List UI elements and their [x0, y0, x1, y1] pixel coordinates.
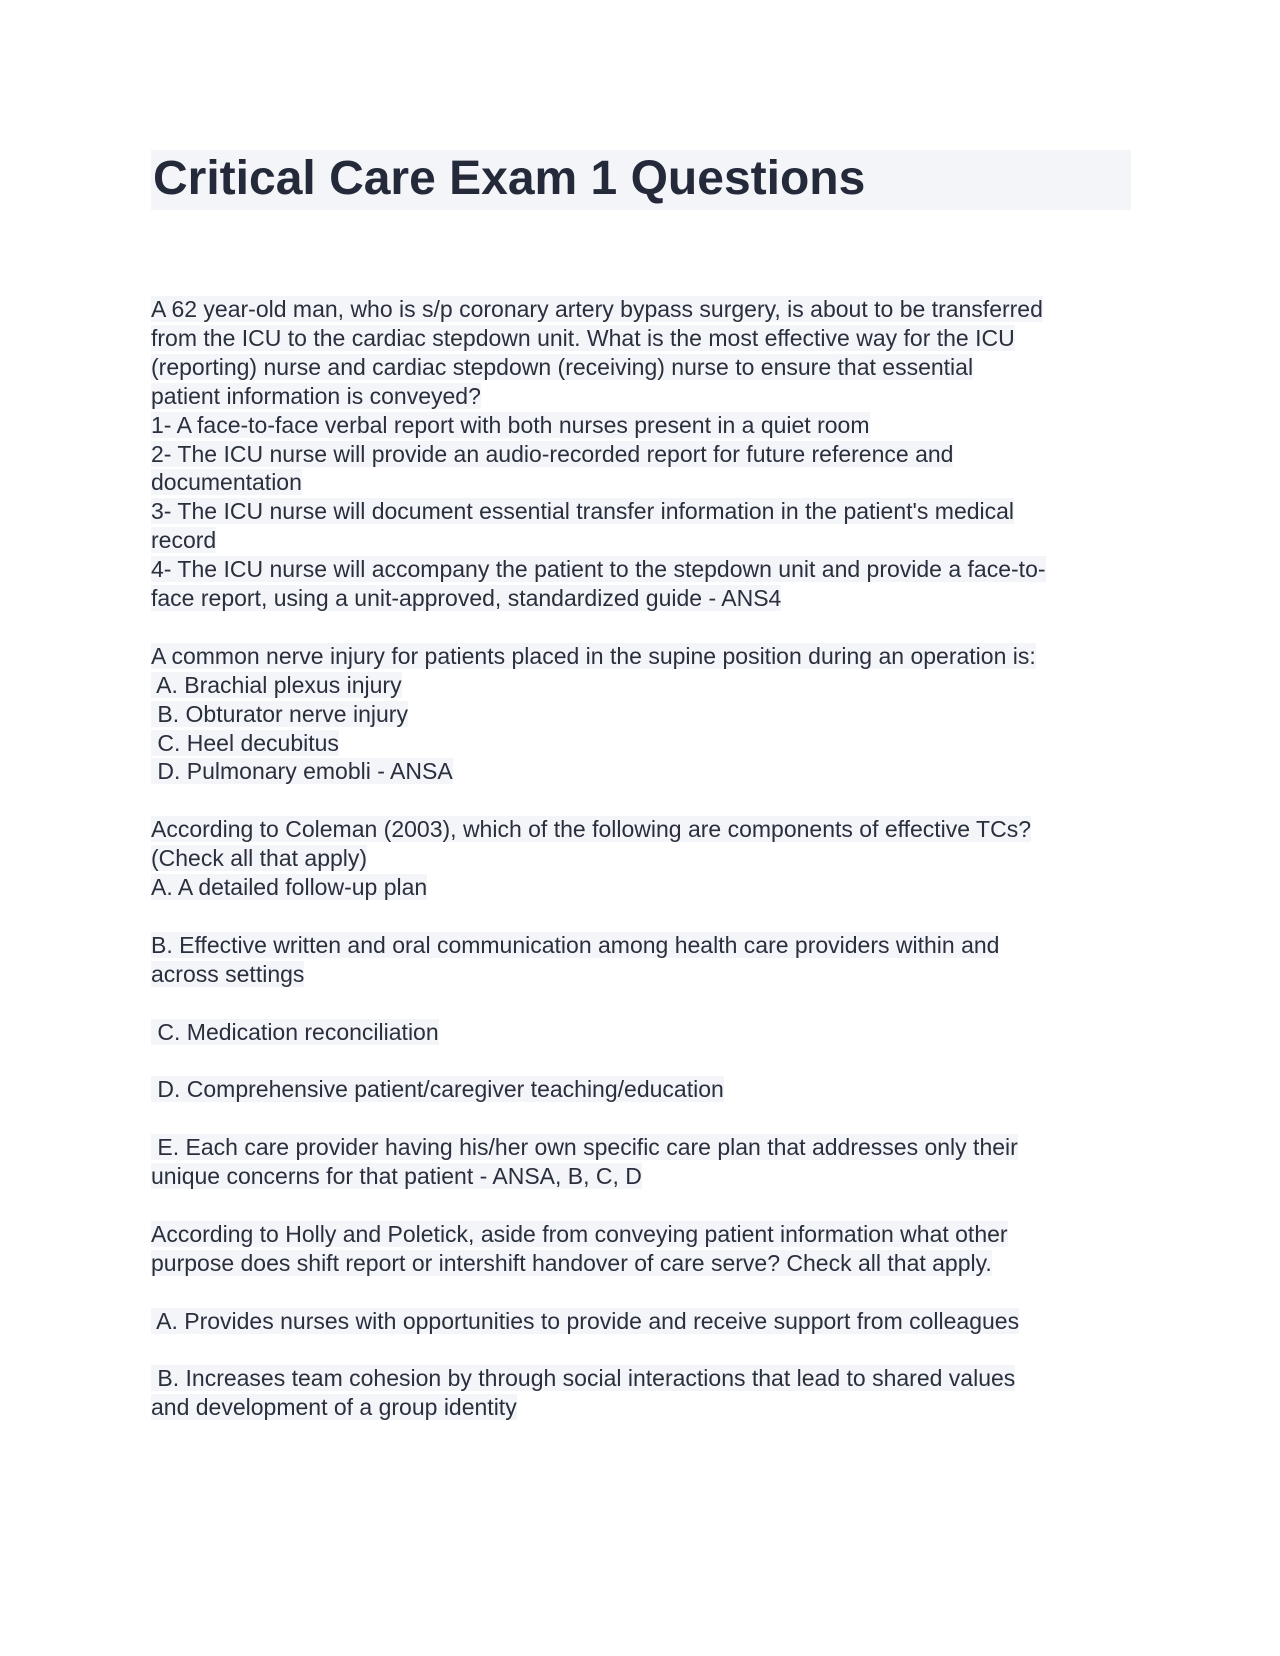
text-line	[151, 295, 1131, 324]
text-line	[151, 931, 1131, 960]
text-line	[151, 468, 1131, 497]
text-line-content: D. Pulmonary emobli - ANSA	[151, 758, 453, 785]
text-line	[151, 1249, 1131, 1278]
text-line	[151, 844, 1131, 873]
text-line	[151, 324, 1131, 353]
text-line-content: and development of a group identity	[151, 1394, 517, 1421]
text-line	[151, 440, 1131, 469]
text-line-content: B. Increases team cohesion by through social interactions that lead to shared values	[151, 1365, 1016, 1392]
text-line-content: B. Effective written and oral communication among health care providers within and	[151, 931, 1000, 958]
document-page	[151, 150, 1131, 1421]
blank-line	[151, 1191, 1131, 1220]
text-line-content: unique concerns for that patient - ANSA, B, C, D	[151, 1163, 642, 1190]
text-line-content: documentation	[151, 469, 302, 496]
document-body	[151, 295, 1131, 1422]
text-line	[151, 1133, 1131, 1162]
document-title: Critical Care Exam 1 Questions	[151, 150, 1131, 210]
text-line	[151, 584, 1131, 613]
text-line	[151, 1393, 1131, 1422]
text-line-content: record	[151, 527, 217, 554]
text-line-content: B. Obturator nerve injury	[151, 700, 408, 727]
text-line	[151, 1307, 1131, 1336]
text-line	[151, 411, 1131, 440]
text-line	[151, 382, 1131, 411]
text-line-content: 4- The ICU nurse will accompany the patient to the stepdown unit and provide a face-to-	[151, 556, 1046, 583]
text-line-content: (Check all that apply)	[151, 845, 368, 872]
text-line	[151, 497, 1131, 526]
blank-line	[151, 786, 1131, 815]
text-line-content: E. Each care provider having his/her own specific care plan that addresses only their	[151, 1134, 1018, 1161]
text-line-content: 2- The ICU nurse will provide an audio-recorded report for future reference and	[151, 440, 954, 467]
text-line	[151, 1364, 1131, 1393]
text-line	[151, 729, 1131, 758]
text-line	[151, 1018, 1131, 1047]
text-line-content: 1- A face-to-face verbal report with both nurses present in a quiet room	[151, 411, 870, 438]
blank-line	[151, 1336, 1131, 1365]
text-line	[151, 1162, 1131, 1191]
text-line-content: patient information is conveyed?	[151, 382, 481, 409]
blank-line	[151, 989, 1131, 1018]
text-line-content: According to Coleman (2003), which of the following are components of effective TCs?	[151, 816, 1032, 843]
text-line-content: A. A detailed follow-up plan	[151, 874, 428, 901]
blank-line	[151, 1104, 1131, 1133]
blank-line	[151, 1278, 1131, 1307]
text-line-content: C. Medication reconciliation	[151, 1018, 439, 1045]
text-line-content: (reporting) nurse and cardiac stepdown (receiving) nurse to ensure that essential	[151, 353, 974, 380]
text-line	[151, 815, 1131, 844]
text-line-content: purpose does shift report or intershift handover of care serve? Check all that apply.	[151, 1249, 992, 1276]
text-line	[151, 1075, 1131, 1104]
text-line	[151, 353, 1131, 382]
text-line-content: from the ICU to the cardiac stepdown unit. What is the most effective way for the ICU	[151, 324, 1015, 351]
text-line-content: A common nerve injury for patients placed in the supine position during an operation is:	[151, 642, 1036, 669]
blank-line	[151, 613, 1131, 642]
text-line-content: According to Holly and Poletick, aside from conveying patient information what other	[151, 1220, 1008, 1247]
text-line	[151, 642, 1131, 671]
text-line	[151, 960, 1131, 989]
text-line-content: C. Heel decubitus	[151, 729, 339, 756]
text-line-content: A. Provides nurses with opportunities to provide and receive support from colleagues	[151, 1307, 1020, 1334]
text-line	[151, 873, 1131, 902]
text-line-content: A. Brachial plexus injury	[151, 671, 402, 698]
text-line-content: A 62 year-old man, who is s/p coronary artery bypass surgery, is about to be transferred	[151, 296, 1043, 322]
text-line-content: D. Comprehensive patient/caregiver teaching/education	[151, 1076, 724, 1103]
text-line-content: face report, using a unit-approved, standardized guide - ANS4	[151, 585, 782, 612]
text-line	[151, 1220, 1131, 1249]
text-line	[151, 700, 1131, 729]
text-line	[151, 757, 1131, 786]
blank-line	[151, 902, 1131, 931]
text-line	[151, 526, 1131, 555]
text-line	[151, 671, 1131, 700]
blank-line	[151, 1047, 1131, 1076]
text-line-content: 3- The ICU nurse will document essential transfer information in the patient's medical	[151, 498, 1015, 525]
text-line-content: across settings	[151, 960, 305, 987]
text-line	[151, 555, 1131, 584]
